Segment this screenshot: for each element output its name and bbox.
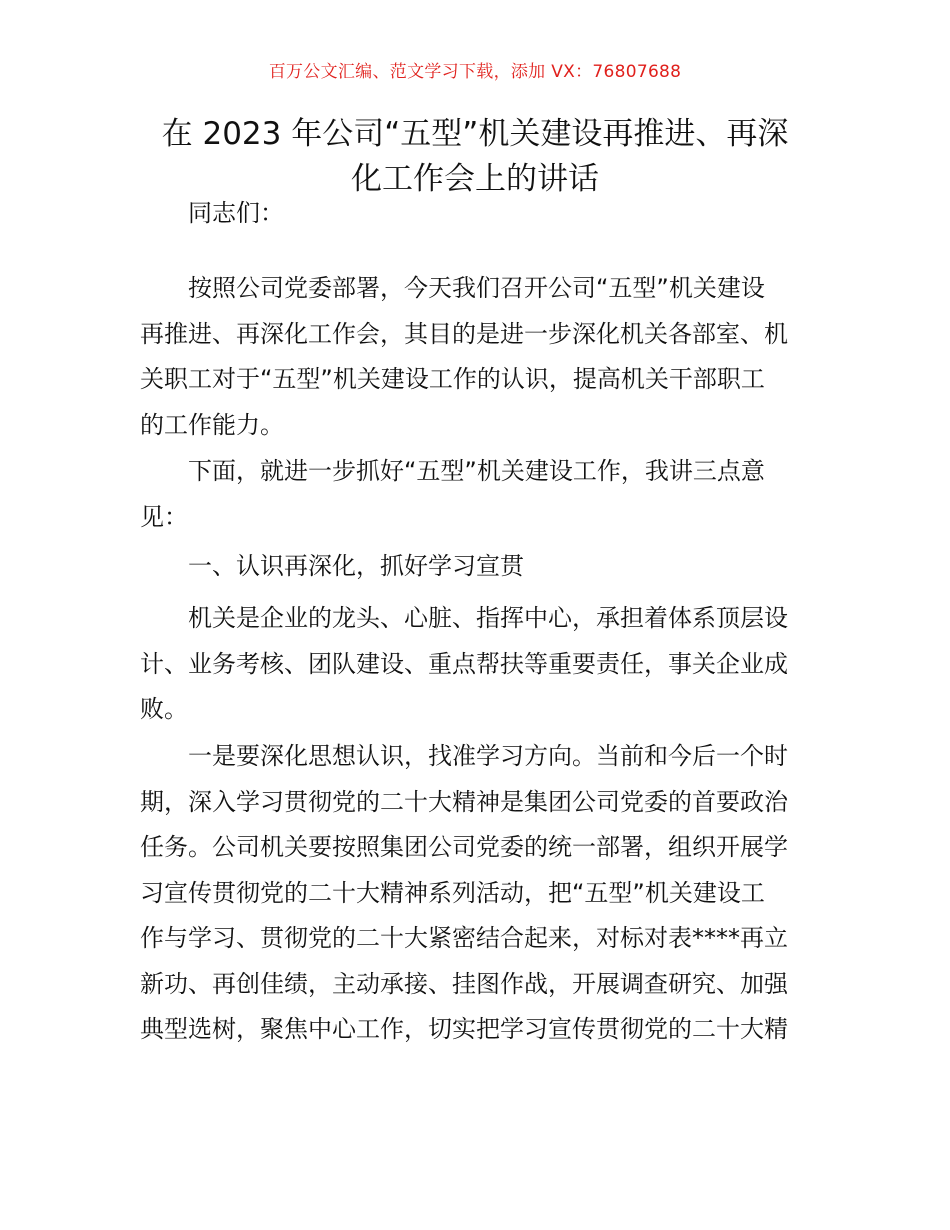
text-line: 同志们： — [188, 199, 284, 227]
text-line: 典型选树，聚焦中心工作，切实把学习宣传贯彻党的二十大精 — [140, 1015, 788, 1043]
text-line: 再推进、再深化工作会，其目的是进一步深化机关各部室、机 — [140, 319, 788, 348]
text-line: 按照公司党委部署，今天我们召开公司“五型”机关建设 — [188, 274, 765, 302]
watermark-header: 百万公文汇编、范文学习下载，添加 VX：76807688 — [268, 62, 682, 82]
text-line: 习宣传贯彻党的二十大精神系列活动，把“五型”机关建设工 — [140, 878, 765, 907]
paragraph-point-one — [140, 734, 810, 1053]
paragraph-role — [140, 596, 810, 733]
text-line: 见： — [140, 502, 188, 531]
paragraph-intro — [140, 266, 810, 448]
text-line: 机关是企业的龙头、心脏、指挥中心，承担着体系顶层设 — [188, 604, 788, 632]
paragraph-outline — [140, 449, 810, 540]
section-heading — [140, 544, 810, 590]
text-line: 一、认识再深化，抓好学习宣贯 — [188, 552, 524, 580]
text-line: 下面，就进一步抓好“五型”机关建设工作，我讲三点意 — [188, 457, 765, 485]
text-line: 一是要深化思想认识，找准学习方向。当前和今后一个时 — [188, 742, 788, 770]
text-line: 新功、再创佳绩，主动承接、挂图作战，开展调查研究、加强 — [140, 969, 788, 998]
title-line: 化工作会上的讲话 — [351, 161, 599, 197]
text-line: 的工作能力。 — [140, 410, 284, 439]
salutation — [140, 191, 810, 237]
text-line: 期，深入学习贯彻党的二十大精神是集团公司党委的首要政治 — [140, 787, 788, 816]
text-line: 败。 — [140, 695, 188, 723]
document-title — [140, 112, 810, 202]
text-line: 关职工对于“五型”机关建设工作的认识，提高机关干部职工 — [140, 365, 765, 393]
text-line: 作与学习、贯彻党的二十大紧密结合起来，对标对表****再立 — [140, 924, 788, 952]
text-line: 计、业务考核、团队建设、重点帮扶等重要责任，事关企业成 — [140, 649, 788, 678]
title-line: 在 2023 年公司“五型”机关建设再推进、再深 — [161, 116, 789, 152]
text-line: 任务。公司机关要按照集团公司党委的统一部署，组织开展学 — [140, 833, 788, 861]
